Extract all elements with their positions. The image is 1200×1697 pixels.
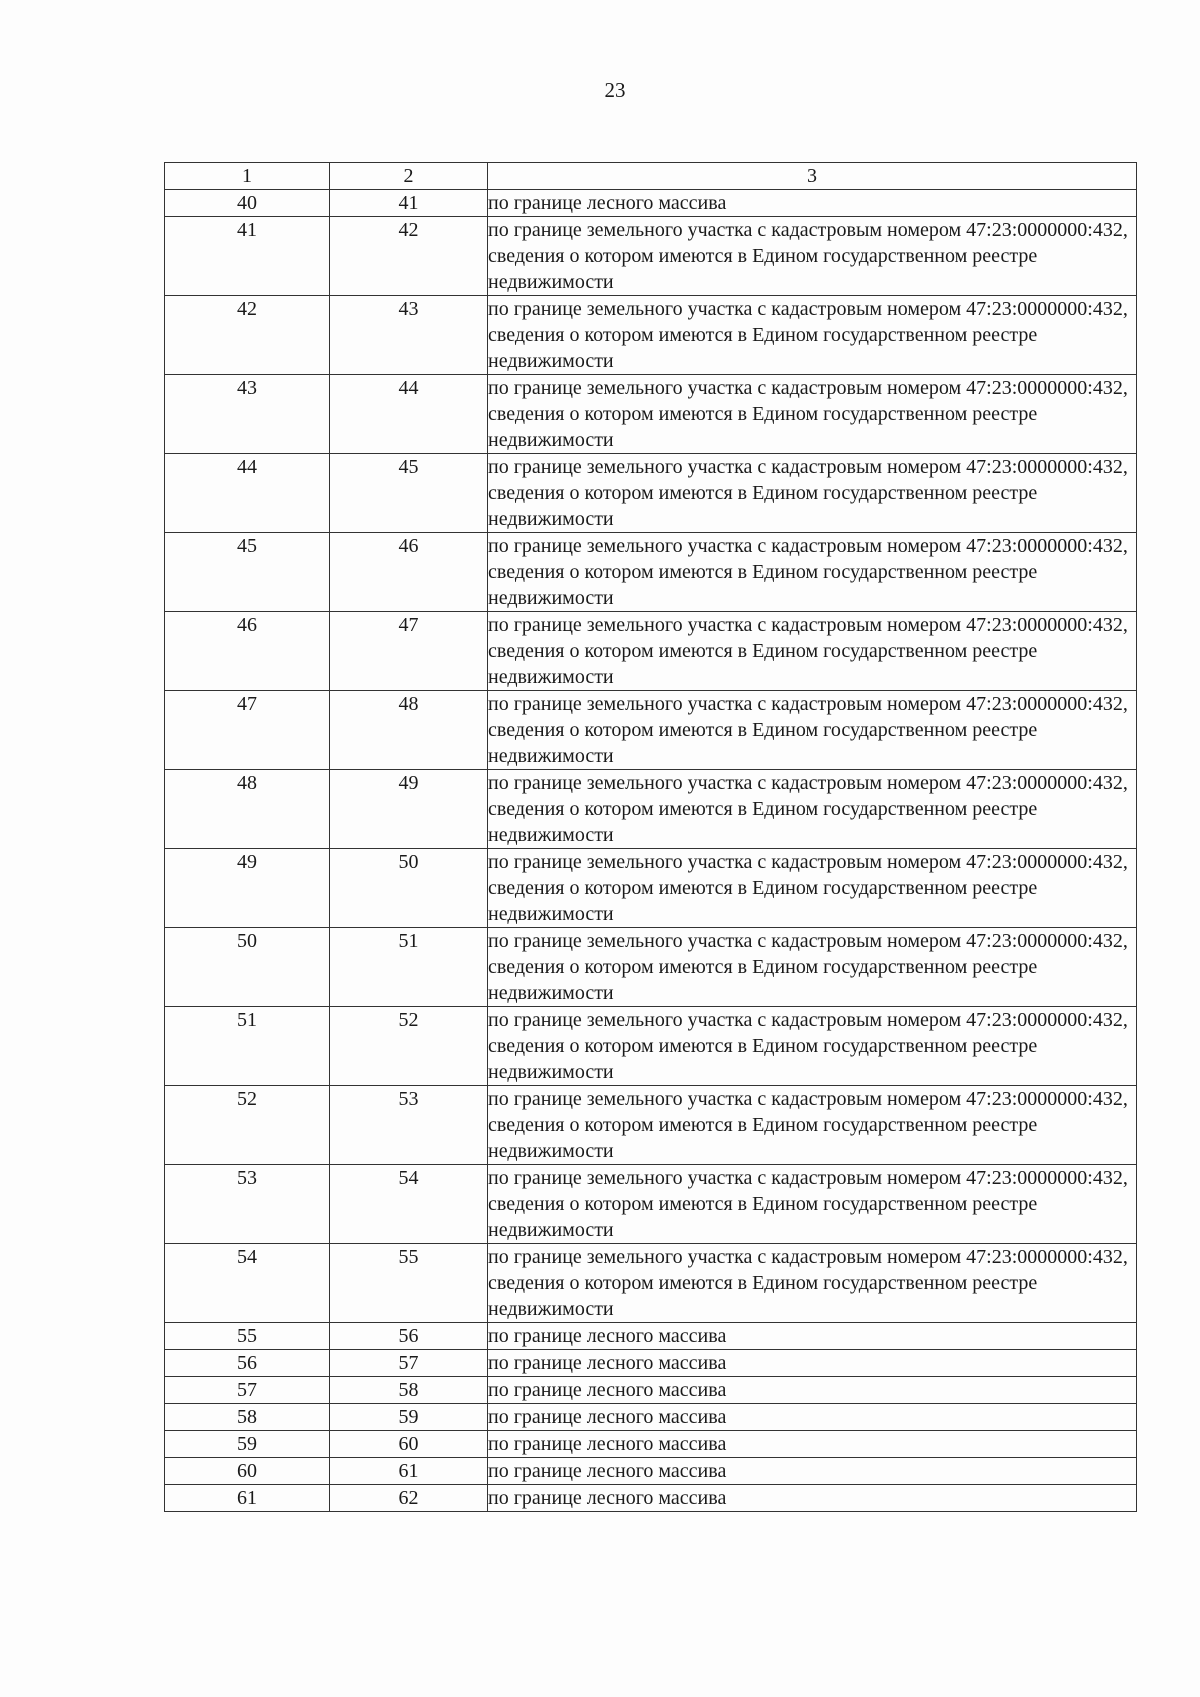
table-row bbox=[165, 1485, 1137, 1512]
table-header-row bbox=[165, 163, 1137, 190]
table-row bbox=[165, 296, 1137, 375]
cell-description: по границе лесного массива bbox=[488, 1377, 1137, 1404]
cell-description: по границе лесного массива bbox=[488, 1404, 1137, 1431]
table-row bbox=[165, 1431, 1137, 1458]
table-row bbox=[165, 1323, 1137, 1350]
table-row bbox=[165, 691, 1137, 770]
table-body bbox=[165, 190, 1137, 1512]
cell-description: по границе лесного массива bbox=[488, 1323, 1137, 1350]
table-row bbox=[165, 849, 1137, 928]
cell-to-point: 53 bbox=[330, 1086, 488, 1165]
cell-description: по границе земельного участка с кадастровым номером 47:23:0000000:432, сведения о котором имеются в Едином государственном реестре недвижимости bbox=[488, 1007, 1137, 1086]
header-cell-description: 3 bbox=[488, 163, 1137, 190]
cell-from-point: 46 bbox=[165, 612, 330, 691]
cell-from-point: 49 bbox=[165, 849, 330, 928]
cell-from-point: 51 bbox=[165, 1007, 330, 1086]
cell-to-point: 49 bbox=[330, 770, 488, 849]
cell-to-point: 59 bbox=[330, 1404, 488, 1431]
cell-description: по границе земельного участка с кадастровым номером 47:23:0000000:432, сведения о котором имеются в Едином государственном реестре недвижимости bbox=[488, 928, 1137, 1007]
cell-from-point: 56 bbox=[165, 1350, 330, 1377]
page-number: 23 bbox=[604, 78, 626, 102]
cell-to-point: 44 bbox=[330, 375, 488, 454]
cell-from-point: 41 bbox=[165, 217, 330, 296]
cell-to-point: 62 bbox=[330, 1485, 488, 1512]
cell-to-point: 42 bbox=[330, 217, 488, 296]
cell-to-point: 45 bbox=[330, 454, 488, 533]
table-row bbox=[165, 1404, 1137, 1431]
cell-description: по границе лесного массива bbox=[488, 1350, 1137, 1377]
cell-to-point: 50 bbox=[330, 849, 488, 928]
cell-to-point: 61 bbox=[330, 1458, 488, 1485]
table-row bbox=[165, 1377, 1137, 1404]
cell-to-point: 46 bbox=[330, 533, 488, 612]
cell-description: по границе земельного участка с кадастровым номером 47:23:0000000:432, сведения о котором имеются в Едином государственном реестре недвижимости bbox=[488, 612, 1137, 691]
table-row bbox=[165, 770, 1137, 849]
cell-to-point: 43 bbox=[330, 296, 488, 375]
cell-description: по границе земельного участка с кадастровым номером 47:23:0000000:432, сведения о котором имеются в Едином государственном реестре недвижимости bbox=[488, 770, 1137, 849]
cell-from-point: 57 bbox=[165, 1377, 330, 1404]
cell-description: по границе земельного участка с кадастровым номером 47:23:0000000:432, сведения о котором имеются в Едином государственном реестре недвижимости bbox=[488, 454, 1137, 533]
cell-to-point: 47 bbox=[330, 612, 488, 691]
cell-from-point: 58 bbox=[165, 1404, 330, 1431]
table-row bbox=[165, 1086, 1137, 1165]
table-row bbox=[165, 928, 1137, 1007]
table-row bbox=[165, 1458, 1137, 1485]
cell-from-point: 40 bbox=[165, 190, 330, 217]
cell-description: по границе земельного участка с кадастровым номером 47:23:0000000:432, сведения о котором имеются в Едином государственном реестре недвижимости bbox=[488, 849, 1137, 928]
cell-description: по границе земельного участка с кадастровым номером 47:23:0000000:432, сведения о котором имеются в Едином государственном реестре недвижимости bbox=[488, 1165, 1137, 1244]
table-row bbox=[165, 190, 1137, 217]
cell-to-point: 55 bbox=[330, 1244, 488, 1323]
cell-to-point: 57 bbox=[330, 1350, 488, 1377]
table-row bbox=[165, 533, 1137, 612]
cell-description: по границе земельного участка с кадастровым номером 47:23:0000000:432, сведения о котором имеются в Едином государственном реестре недвижимости bbox=[488, 296, 1137, 375]
cell-from-point: 43 bbox=[165, 375, 330, 454]
cell-from-point: 61 bbox=[165, 1485, 330, 1512]
cell-description: по границе земельного участка с кадастровым номером 47:23:0000000:432, сведения о котором имеются в Едином государственном реестре недвижимости bbox=[488, 375, 1137, 454]
table-row bbox=[165, 1244, 1137, 1323]
cell-to-point: 60 bbox=[330, 1431, 488, 1458]
table-row bbox=[165, 1007, 1137, 1086]
cell-from-point: 53 bbox=[165, 1165, 330, 1244]
table-row bbox=[165, 454, 1137, 533]
header-cell-from: 1 bbox=[165, 163, 330, 190]
cell-from-point: 60 bbox=[165, 1458, 330, 1485]
cell-description: по границе лесного массива bbox=[488, 1431, 1137, 1458]
table-row bbox=[165, 375, 1137, 454]
cell-to-point: 48 bbox=[330, 691, 488, 770]
cell-to-point: 41 bbox=[330, 190, 488, 217]
cell-description: по границе лесного массива bbox=[488, 1458, 1137, 1485]
cell-description: по границе земельного участка с кадастровым номером 47:23:0000000:432, сведения о котором имеются в Едином государственном реестре недвижимости bbox=[488, 217, 1137, 296]
cell-from-point: 48 bbox=[165, 770, 330, 849]
cell-from-point: 42 bbox=[165, 296, 330, 375]
cell-from-point: 47 bbox=[165, 691, 330, 770]
table-row bbox=[165, 1350, 1137, 1377]
cell-to-point: 54 bbox=[330, 1165, 488, 1244]
cell-to-point: 58 bbox=[330, 1377, 488, 1404]
cell-description: по границе земельного участка с кадастровым номером 47:23:0000000:432, сведения о котором имеются в Едином государственном реестре недвижимости bbox=[488, 1244, 1137, 1323]
cell-description: по границе земельного участка с кадастровым номером 47:23:0000000:432, сведения о котором имеются в Едином государственном реестре недвижимости bbox=[488, 691, 1137, 770]
cell-to-point: 52 bbox=[330, 1007, 488, 1086]
cell-from-point: 52 bbox=[165, 1086, 330, 1165]
cell-from-point: 55 bbox=[165, 1323, 330, 1350]
cell-from-point: 44 bbox=[165, 454, 330, 533]
cell-to-point: 56 bbox=[330, 1323, 488, 1350]
boundary-table bbox=[164, 162, 1137, 1512]
cell-from-point: 45 bbox=[165, 533, 330, 612]
cell-from-point: 50 bbox=[165, 928, 330, 1007]
table-row bbox=[165, 217, 1137, 296]
cell-description: по границе лесного массива bbox=[488, 1485, 1137, 1512]
cell-from-point: 54 bbox=[165, 1244, 330, 1323]
cell-description: по границе лесного массива bbox=[488, 190, 1137, 217]
cell-to-point: 51 bbox=[330, 928, 488, 1007]
header-cell-to: 2 bbox=[330, 163, 488, 190]
cell-description: по границе земельного участка с кадастровым номером 47:23:0000000:432, сведения о котором имеются в Едином государственном реестре недвижимости bbox=[488, 533, 1137, 612]
table-row bbox=[165, 612, 1137, 691]
table-row bbox=[165, 1165, 1137, 1244]
cell-description: по границе земельного участка с кадастровым номером 47:23:0000000:432, сведения о котором имеются в Едином государственном реестре недвижимости bbox=[488, 1086, 1137, 1165]
cell-from-point: 59 bbox=[165, 1431, 330, 1458]
